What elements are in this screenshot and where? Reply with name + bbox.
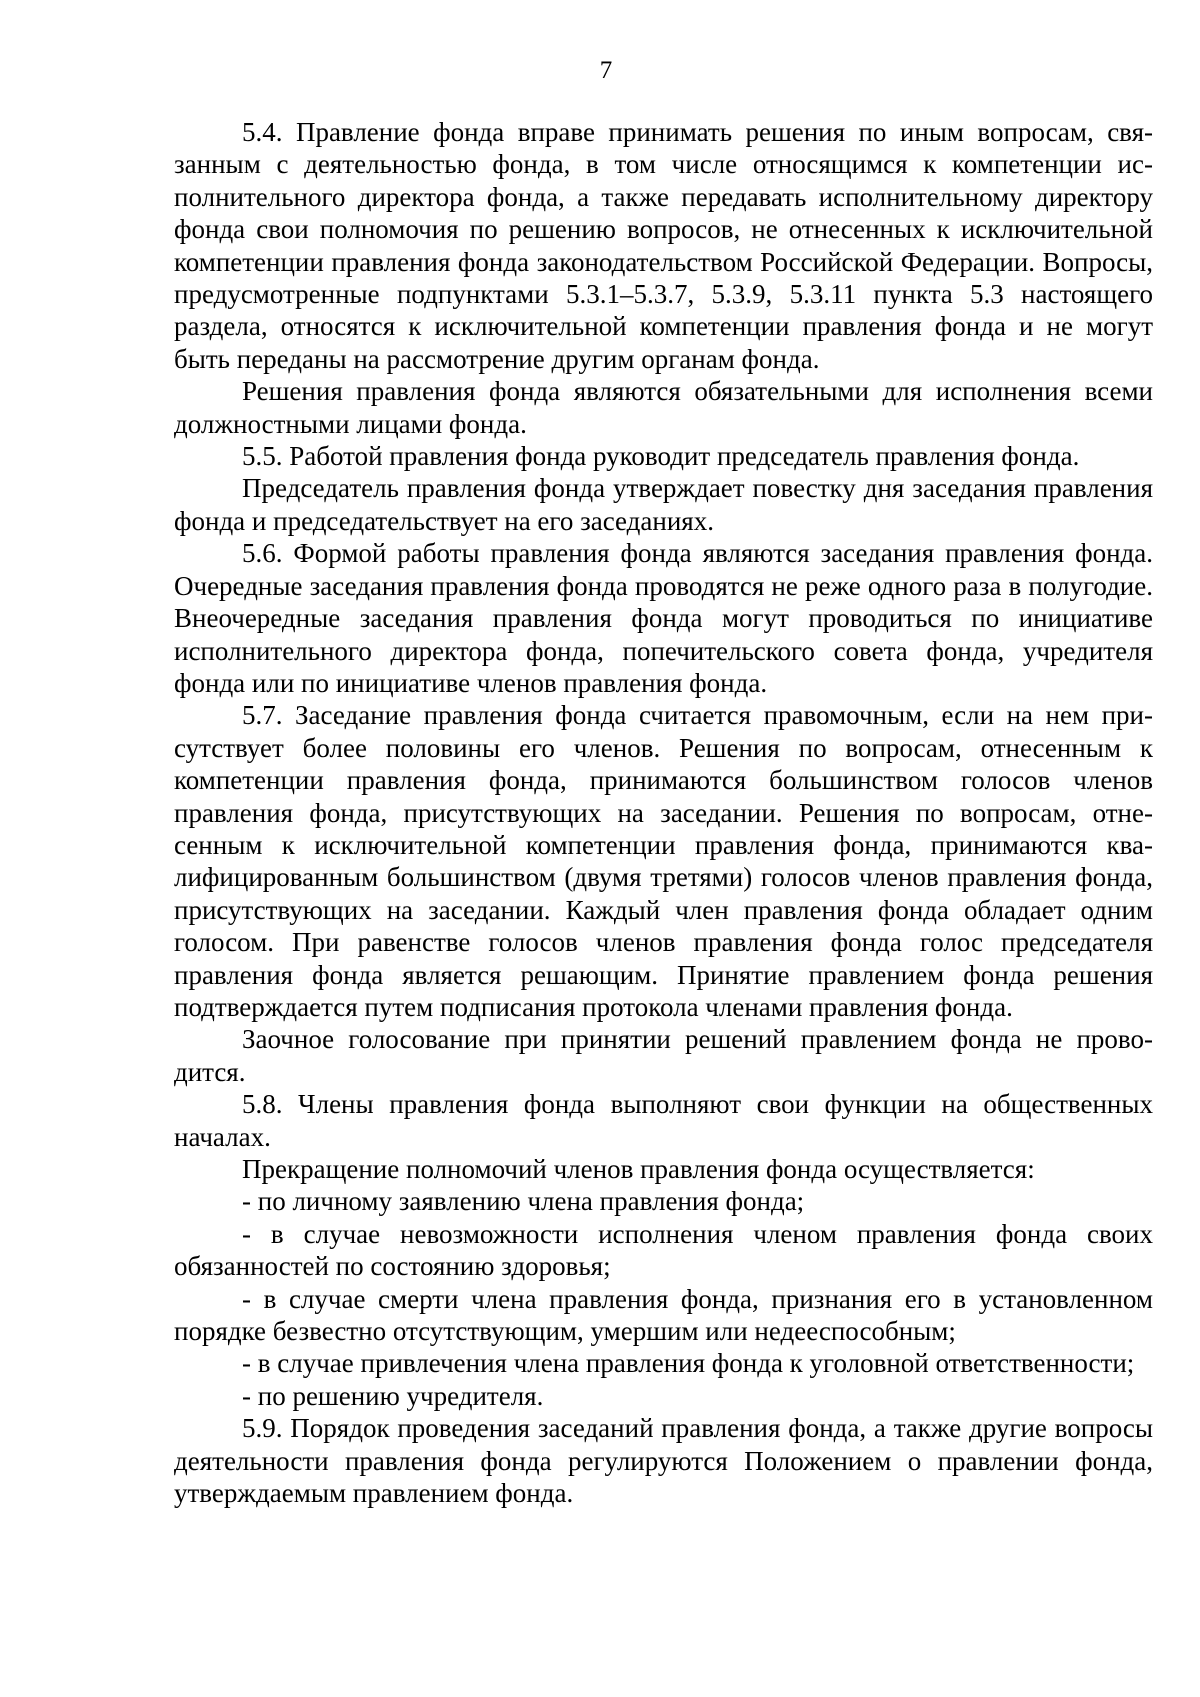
paragraph-5-9: 5.9. Порядок проведения заседаний правления фонда, а также другие вопросы деятельности правления фонда регулируются Положением о правлении фонда, утверждаемым правлением фонда. bbox=[174, 1413, 1153, 1509]
paragraph-5-4: 5.4. Правление фонда вправе принимать решения по иным вопросам, связанным с деятельностью фонда, в том числе относящимся к компетенции исполнительного директора фонда, а также передавать исполнительному директору фонда свои полномочия по решению вопросов, не отнесенных к исключительной компетенции правления фонда законодательством Российской Федерации. Вопросы, предусмотренные подпунктами 5.3.1–5.3.7, 5.3.9, 5.3.11 пункта 5.3 настоящего раздела, относятся к исключительной компетенции правления фонда и не могут быть переданы на рассмотрение другим органам фонда. bbox=[174, 117, 1153, 374]
list-item-personal-statement: - по личному заявлению члена правления фонда; bbox=[242, 1186, 805, 1217]
list-item-death: - в случае смерти члена правления фонда, признания его в установленном порядке безвестно отсутствующим, умершим или недееспособным; bbox=[174, 1283, 1153, 1347]
paragraph-5-8: 5.8. Члены правления фонда выполняют свои функции на общественных началах. bbox=[174, 1089, 1153, 1152]
list-item-health: - в случае невозможности исполнения членом правления фонда своих обязанностей по состоянию здоровья; bbox=[174, 1218, 1153, 1282]
list-item-founder-decision: - по решению учредителя. bbox=[242, 1380, 544, 1411]
paragraph-decisions-binding: Решения правления фонда являются обязательными для исполнения всеми должностными лицами фонда. bbox=[174, 376, 1153, 439]
paragraph-5-6: 5.6. Формой работы правления фонда являются заседания правления фонда. Очередные заседания правления фонда проводятся не реже одного раза в полугодие. Внеочередные заседания правления фонда могут проводиться по инициативе исполнительного директора фонда, попечительского совета фонда, учредителя фонда или по инициативе членов правления фонда. bbox=[174, 538, 1153, 698]
paragraph-5-5: 5.5. Работой правления фонда руководит председатель правления фонда. bbox=[242, 441, 1080, 472]
paragraph-chairman-agenda: Председатель правления фонда утверждает повестку дня заседания правления фонда и председательствует на его заседаниях. bbox=[174, 473, 1153, 536]
list-item-criminal-liability: - в случае привлечения члена правления фонда к уголовной ответственности; bbox=[242, 1348, 1135, 1379]
paragraph-termination-intro: Прекращение полномочий членов правления фонда осуществляется: bbox=[242, 1154, 1035, 1184]
paragraph-5-7: 5.7. Заседание правления фонда считается правомочным, если на нем присутствует более половины его членов. Решения по вопросам, отнесенным к компетенции правления фонда, принимаются большинством голосов членов правления фонда, присутствующих на заседании. Решения по вопросам, отнесенным к исключительной компетенции правления фонда, принимаются квалифицированным большинством (двумя третями) голосов членов правления фонда, присутствующих на заседании. Каждый член правления фонда обладает одним голосом. При равенстве голосов членов правления фонда голос председателя правления фонда является решающим. Принятие правлением фонда решения подтверждается путем подписания протокола членами правления фонда. bbox=[174, 700, 1153, 1022]
paragraph-absentee-voting: Заочное голосование при принятии решений правлением фонда не проводится. bbox=[174, 1024, 1153, 1087]
page-number: 7 bbox=[599, 57, 613, 84]
document-body bbox=[174, 116, 1153, 1509]
